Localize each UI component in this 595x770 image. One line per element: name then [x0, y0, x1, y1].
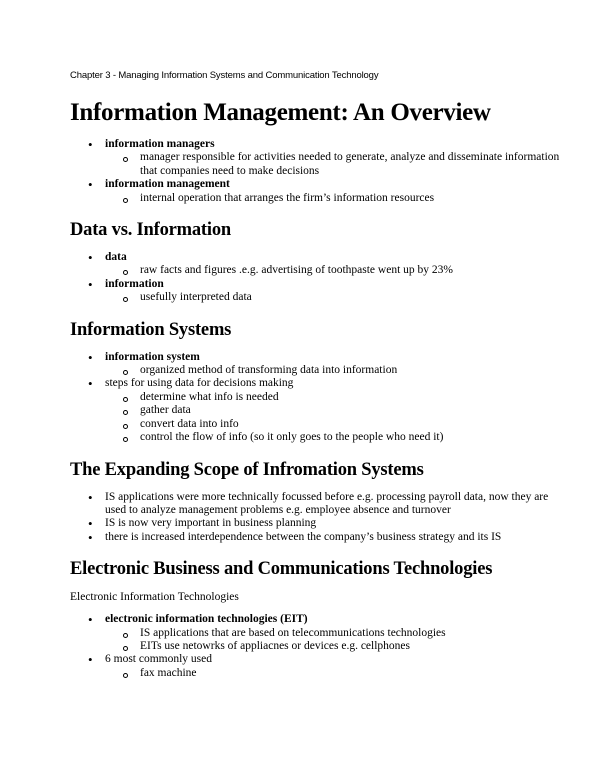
bullet-list [70, 351, 570, 445]
sub-list [105, 627, 570, 654]
bullet-list [70, 491, 570, 545]
sub-list [105, 291, 570, 304]
sub-item: control the flow of info (so it only goes to the people who need it) [140, 431, 570, 444]
list-item [105, 138, 570, 178]
sub-item: raw facts and figures .e.g. advertising of toothpaste went up by 23% [140, 264, 570, 277]
term: information system [105, 350, 200, 363]
section-title: Information Systems [70, 319, 232, 340]
list-item [105, 653, 570, 680]
sub-item: manager responsible for activities needed to generate, analyze and disseminate information that companies need to make decisions [140, 151, 570, 178]
bullet-list [70, 251, 570, 305]
bullet-list [70, 613, 570, 680]
sub-list [105, 151, 570, 178]
item-text: steps for using data for decisions making [105, 377, 294, 390]
list-item [105, 613, 570, 653]
sub-item: fax machine [140, 667, 570, 680]
list-item [105, 178, 570, 205]
list-item: • IS is now very important in business planning [105, 517, 570, 530]
term: information managers [105, 138, 215, 150]
sub-item: convert data into info [140, 418, 570, 431]
section-title: Data vs. Information [70, 220, 231, 241]
term: data [105, 251, 127, 264]
list-item [105, 278, 570, 305]
sub-item: EITs use netowrks of appliacnes or devices e.g. cellphones [140, 640, 570, 653]
sub-item: gather data [140, 404, 570, 417]
term: electronic information technologies (EIT) [105, 613, 308, 626]
section-title: Electronic Business and Communications Technologies [70, 559, 493, 580]
section-title: The Expanding Scope of Infromation Systems [70, 459, 424, 480]
item-text: 6 most commonly used [105, 653, 213, 666]
list-item: • there is increased interdependence between the company’s business strategy and its IS [105, 531, 570, 544]
sub-list [105, 391, 570, 445]
sub-item: usefully interpreted data [140, 291, 570, 304]
term: information management [105, 178, 230, 191]
list-item: • IS applications were more technically focussed before e.g. processing payroll data, now they are used to analyze management problems e.g. employee absence and turnover [105, 491, 570, 518]
section-intro: Electronic Information Technologies [70, 591, 239, 604]
bullet-list [70, 138, 570, 205]
section-title: Information Management: An Overview [70, 99, 491, 126]
sub-list [105, 192, 570, 205]
term: information [105, 277, 164, 290]
sub-item: determine what info is needed [140, 391, 570, 404]
list-item [105, 251, 570, 278]
sub-list [105, 667, 570, 680]
sub-item: internal operation that arranges the firm’s information resources [140, 192, 570, 205]
sub-list [105, 364, 570, 377]
document-body [70, 92, 570, 686]
sub-item: IS applications that are based on telecommunications technologies [140, 627, 570, 640]
page-header: Chapter 3 - Managing Information Systems and Communication Technology [70, 70, 379, 81]
list-item [105, 351, 570, 378]
sub-list [105, 264, 570, 277]
list-item [105, 377, 570, 444]
sub-item: organized method of transforming data into information [140, 364, 570, 377]
